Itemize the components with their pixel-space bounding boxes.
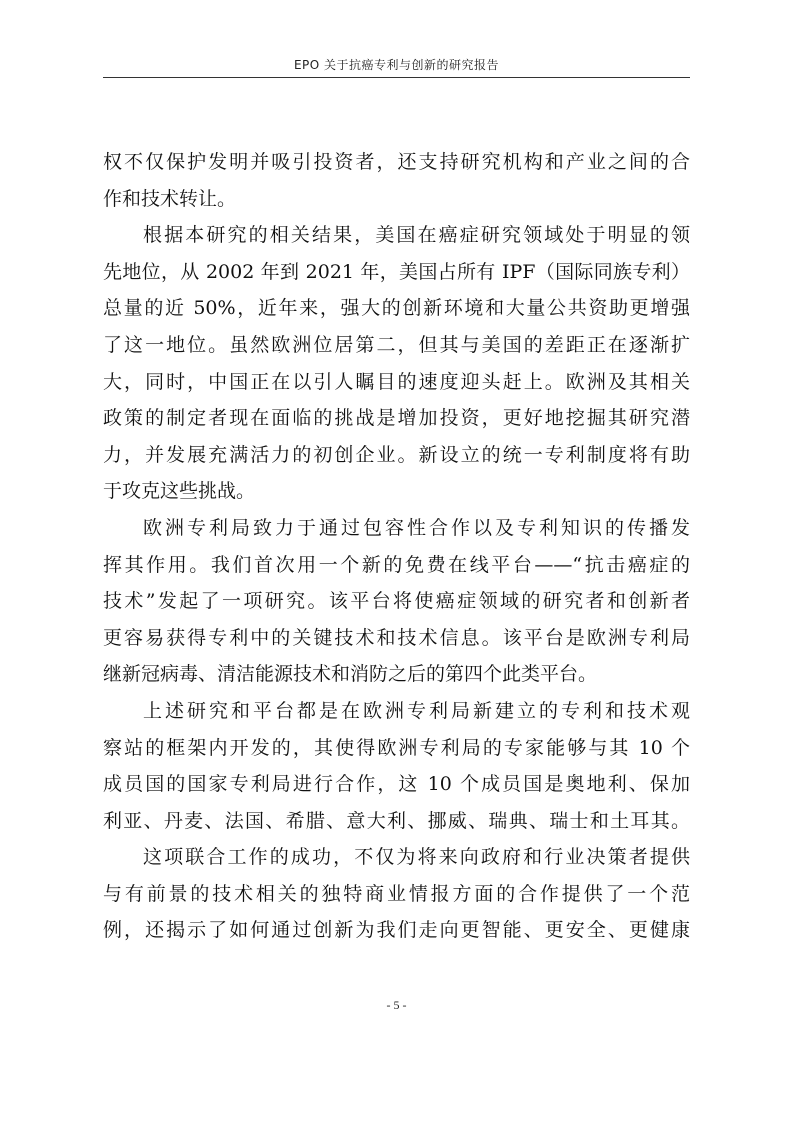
- paragraph-3-line-3: 技术”发起了一项研究。该平台将使癌症领域的研究者和创新者: [103, 590, 690, 613]
- paragraph-5-line-1: 这项联合工作的成功，不仅为将来向政府和行业决策者提供: [143, 846, 690, 869]
- paragraph-3-line-4: 更容易获得专利中的关键技术和技术信息。该平台是欧洲专利局: [103, 626, 690, 649]
- paragraph-1-line-2: 作和技术转让。: [103, 187, 237, 210]
- paragraph-4-line-4: 利亚、丹麦、法国、希腊、意大利、挪威、瑞典、瑞士和土耳其。: [103, 809, 690, 832]
- paragraph-5-line-3: 例，还揭示了如何通过创新为我们走向更智能、更安全、更健康: [103, 919, 690, 942]
- paragraph-5-line-2: 与有前景的技术相关的独特商业情报方面的合作提供了一个范: [103, 882, 690, 905]
- paragraph-2-line-2: 先地位，从 2002 年到 2021 年，美国占所有 IPF（国际同族专利）: [103, 260, 690, 283]
- paragraph-2-line-3: 总量的近 50%，近年来，强大的创新环境和大量公共资助更增强: [103, 297, 690, 320]
- paragraph-2-line-1: 根据本研究的相关结果，美国在癌症研究领域处于明显的领: [143, 224, 690, 247]
- running-header: EPO 关于抗癌专利与创新的研究报告: [293, 58, 500, 72]
- paragraph-4-line-3: 成员国的国家专利局进行合作，这 10 个成员国是奥地利、保加: [103, 773, 690, 796]
- paragraph-2-line-7: 力，并发展充满活力的初创企业。新设立的统一专利制度将有助: [103, 443, 690, 466]
- paragraph-2-line-5: 大，同时，中国正在以引人瞩目的速度迎头赶上。欧洲及其相关: [103, 370, 690, 393]
- page-number: - 5 -: [386, 998, 407, 1012]
- paragraph-1-line-1: 权不仅保护发明并吸引投资者，还支持研究机构和产业之间的合: [103, 151, 690, 173]
- paragraph-2-line-8: 于攻克这些挑战。: [103, 480, 256, 503]
- paragraph-3-line-2: 挥其作用。我们首次用一个新的免费在线平台——“抗击癌症的: [103, 553, 690, 576]
- paragraph-3-line-1: 欧洲专利局致力于通过包容性合作以及专利知识的传播发: [143, 516, 690, 539]
- paragraph-4-line-2: 察站的框架内开发的，其使得欧洲专利局的专家能够与其 10 个: [103, 736, 690, 759]
- paragraph-4-line-1: 上述研究和平台都是在欧洲专利局新建立的专利和技术观: [143, 699, 690, 722]
- header-rule: [103, 77, 690, 78]
- paragraph-2-line-4: 了这一地位。虽然欧洲位居第二，但其与美国的差距正在逐渐扩: [103, 333, 690, 356]
- paragraph-2-line-6: 政策的制定者现在面临的挑战是增加投资，更好地挖掘其研究潜: [103, 407, 690, 430]
- body-text: [103, 144, 690, 949]
- paragraph-3-line-5: 继新冠病毒、清洁能源技术和消防之后的第四个此类平台。: [103, 663, 598, 686]
